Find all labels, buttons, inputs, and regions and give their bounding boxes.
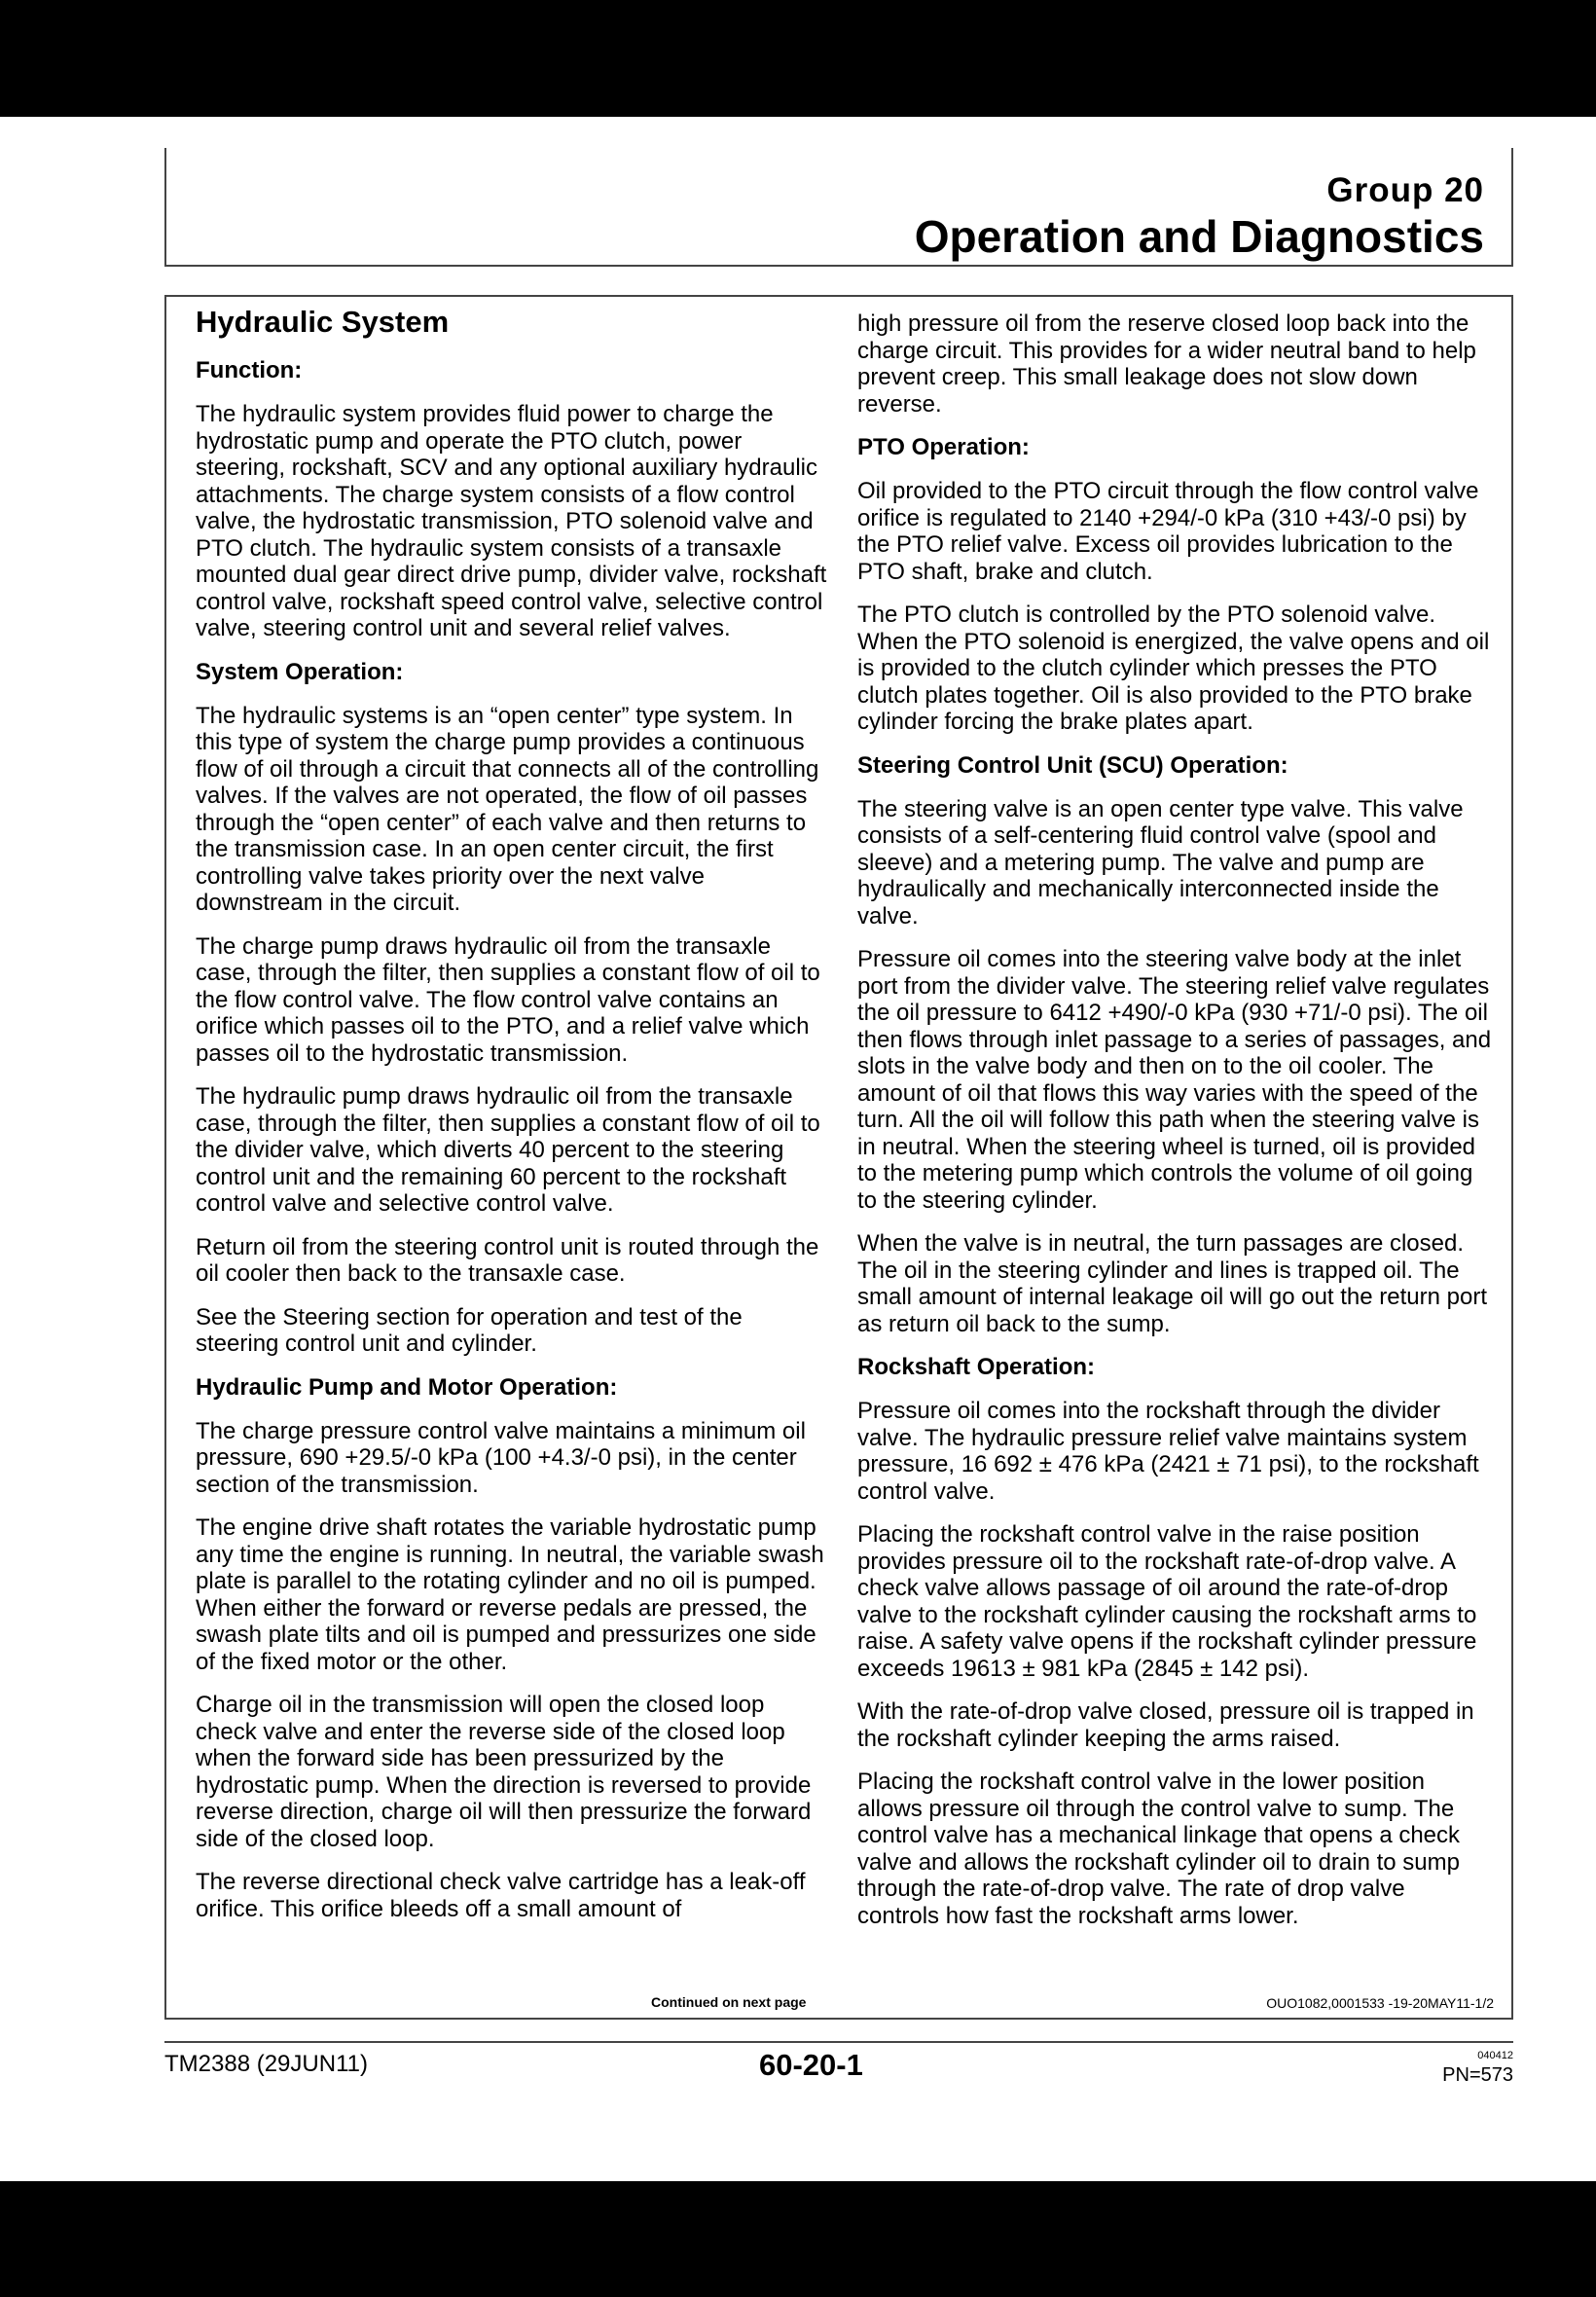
pto-heading: PTO Operation: bbox=[857, 434, 1030, 460]
content-box bbox=[164, 295, 1513, 2020]
paragraph: The hydraulic pump draws hydraulic oil from the transaxle case, through the filter, then supplies a constant flow of oil to the divider valve, which diverts 40 percent to the steering control unit and the remaining 60 percent to the rockshaft control valve and selective control valve. bbox=[196, 1083, 820, 1217]
page-title: Operation and Diagnostics bbox=[914, 211, 1484, 262]
paragraph: Placing the rockshaft control valve in the lower position allows pressure oil through the control valve to sump. The control valve has a mechanical linkage that opens a check valve and allows the rockshaft cylinder oil to drain to sump through the rate-of-drop valve. The rate of drop valve controls how fast the rockshaft arms lower. bbox=[857, 1768, 1461, 1929]
paragraph: high pressure oil from the reserve closed loop back into the charge circuit. This provides for a wider neutral band to help prevent creep. This small leakage does not slow down reverse. bbox=[857, 310, 1476, 418]
bottom-black-bar bbox=[0, 2181, 1596, 2297]
pump-motor-heading: Hydraulic Pump and Motor Operation: bbox=[196, 1373, 618, 1401]
top-black-bar bbox=[0, 0, 1596, 117]
paragraph: The engine drive shaft rotates the variable hydrostatic pump any time the engine is running. In neutral, the variable swash plate is parallel to the rotating cylinder and no oil is pumped. When either the forward or reverse pedals are pressed, the swash plate tilts and oil is pumped and pressurizes one side of the fixed motor or the other. bbox=[196, 1514, 824, 1675]
paragraph: Pressure oil comes into the rockshaft through the divider valve. The hydraulic pressure relief valve maintains system pressure, 16 692 ± 476 kPa (2421 ± 71 psi), to the rockshaft control valve. bbox=[857, 1398, 1479, 1505]
function-heading: Function: bbox=[196, 357, 303, 383]
footer-divider bbox=[164, 2041, 1513, 2043]
page-header bbox=[164, 148, 1513, 267]
paragraph: The steering valve is an open center type valve. This valve consists of a self-centering fluid control valve (spool and sleeve) and a metering pump. The valve and pump are hydraulically and mechanically interconnected inside the valve. bbox=[857, 795, 1464, 930]
pn-number: PN=573 bbox=[1442, 2064, 1513, 2086]
paragraph: With the rate-of-drop valve closed, pressure oil is trapped in the rockshaft cylinder keeping the arms raised. bbox=[857, 1698, 1474, 1752]
section-heading: Hydraulic System bbox=[196, 305, 450, 339]
paragraph: Pressure oil comes into the steering valve body at the inlet port from the divider valve. The steering relief valve regulates the oil pressure to 6412 +490/-0 kPa (930 +71/-0 psi). The oil then flows through inlet passage to a series of passages, and slots in the valve body and then on to the oil cooler. The amount of oil that flows this way varies with the speed of the turn. All the oil will follow this path when the steering valve is in neutral. When the steering wheel is turned, oil is provided to the metering pump which controls the volume of oil going to the steering cylinder. bbox=[857, 946, 1492, 1214]
group-label: Group 20 bbox=[1326, 171, 1484, 209]
system-operation-heading: System Operation: bbox=[196, 658, 404, 685]
paragraph: The reverse directional check valve cartridge has a leak-off orifice. This orifice bleeds off a small amount of bbox=[196, 1869, 806, 1922]
paragraph: See the Steering section for operation and test of the steering control unit and cylinder. bbox=[196, 1303, 743, 1357]
paragraph: Charge oil in the transmission will open the closed loop check valve and enter the reverse side of the closed loop when the forward side has been pressurized by the hydrostatic pump. When the direction is reversed to provide reverse direction, charge oil will then pressurize the forward side of the closed loop. bbox=[196, 1692, 812, 1852]
right-column bbox=[857, 310, 1492, 1946]
rockshaft-heading: Rockshaft Operation: bbox=[857, 1354, 1096, 1380]
footer-code: 040412 bbox=[1477, 2050, 1513, 2061]
paragraph: The charge pump draws hydraulic oil from the transaxle case, through the filter, then supplies a constant flow of oil to the flow control valve. The flow control valve contains an orifice which passes oil to the PTO, and a relief valve which passes oil to the hydrostatic transmission. bbox=[196, 932, 820, 1067]
reference-code: OUO1082,0001533 -19-20MAY11-1/2 bbox=[1266, 1995, 1494, 2011]
paragraph: The charge pressure control valve maintains a minimum oil pressure, 690 +29.5/-0 kPa (100 +4.3/-0 psi), in the center section of the transmission. bbox=[196, 1417, 806, 1498]
scu-heading: Steering Control Unit (SCU) Operation: bbox=[857, 751, 1288, 779]
continued-note: Continued on next page bbox=[651, 1994, 807, 2010]
left-column bbox=[196, 305, 830, 1939]
paragraph: The hydraulic systems is an “open center” type system. In this type of system the charge pump provides a continuous flow of oil through a circuit that connects all of the controlling valves. If the valves are not operated, the flow of oil passes through the “open center” of each valve and then returns to the transmission case. In an open center circuit, the first controlling valve takes priority over the next valve downstream in the circuit. bbox=[196, 702, 819, 916]
page-number: 60-20-1 bbox=[759, 2048, 863, 2082]
manual-id: TM2388 (29JUN11) bbox=[164, 2051, 368, 2077]
paragraph: When the valve is in neutral, the turn passages are closed. The oil in the steering cylinder and lines is trapped oil. The small amount of internal leakage oil will go out the return port as return oil back to the sump. bbox=[857, 1230, 1488, 1337]
paragraph: Oil provided to the PTO circuit through the flow control valve orifice is regulated to 2140 +294/-0 kPa (310 +43/-0 psi) by the PTO relief valve. Excess oil provides lubrication to the PTO shaft, brake and clutch. bbox=[857, 478, 1479, 585]
paragraph: The hydraulic system provides fluid power to charge the hydrostatic pump and operate the PTO clutch, power steering, rockshaft, SCV and any optional auxiliary hydraulic attachments. The charge system consists of a flow control valve, the hydrostatic transmission, PTO solenoid valve and PTO clutch. The hydraulic system consists of a transaxle mounted dual gear direct drive pump, divider valve, rockshaft control valve, rockshaft speed control valve, selective control valve, steering control unit and several relief valves. bbox=[196, 401, 827, 641]
paragraph: Return oil from the steering control unit is routed through the oil cooler then back to the transaxle case. bbox=[196, 1233, 819, 1287]
paragraph: Placing the rockshaft control valve in the raise position provides pressure oil to the rockshaft rate-of-drop valve. A check valve allows passage of oil around the rate-of-drop valve to the rockshaft cylinder causing the rockshaft arms to raise. A safety valve opens if the rockshaft cylinder pressure exceeds 19613 ± 981 kPa (2845 ± 142 psi). bbox=[857, 1521, 1477, 1682]
paragraph: The PTO clutch is controlled by the PTO solenoid valve. When the PTO solenoid is energized, the valve opens and oil is provided to the clutch cylinder which presses the PTO clutch plates together. Oil is also provided to the PTO brake cylinder forcing the brake plates apart. bbox=[857, 602, 1490, 735]
